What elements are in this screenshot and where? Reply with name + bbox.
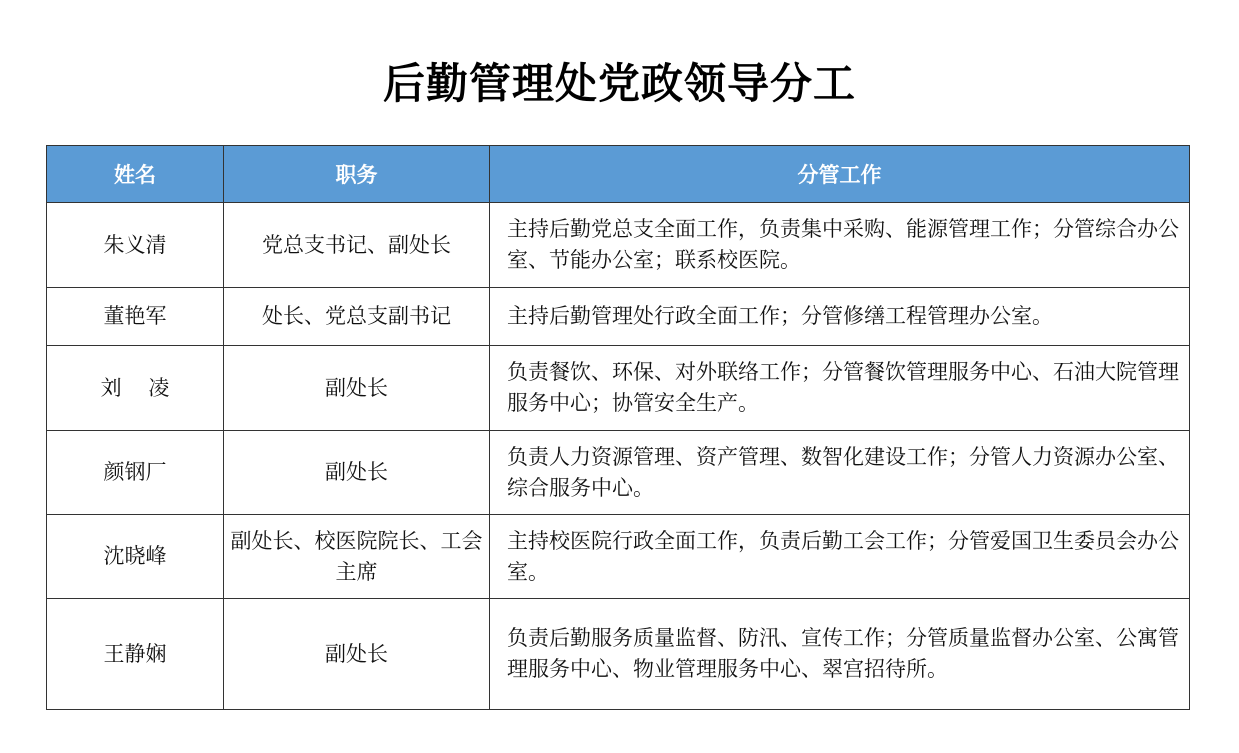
cell-name <box>47 346 224 431</box>
header-name: 姓名 <box>47 146 224 203</box>
cell-name <box>47 515 224 599</box>
table-row <box>47 599 1190 710</box>
cell-position: 副处长、校医院院长、工会主席 <box>224 515 490 599</box>
cell-position: 副处长 <box>224 599 490 710</box>
cell-duties: 负责餐饮、环保、对外联络工作；分管餐饮管理服务中心、石油大院管理服务中心；协管安全生产。 <box>490 346 1190 431</box>
table-row <box>47 431 1190 515</box>
cell-duties: 主持后勤党总支全面工作，负责集中采购、能源管理工作；分管综合办公室、节能办公室；联系校医院。 <box>490 203 1190 288</box>
name-text: 刘 凌 <box>100 375 170 400</box>
table-header-row <box>47 146 1190 203</box>
cell-position: 副处长 <box>224 346 490 431</box>
cell-position: 党总支书记、副处长 <box>224 203 490 288</box>
name-text: 颜钢厂 <box>103 460 167 484</box>
table-row <box>47 515 1190 599</box>
name-text: 沈晓峰 <box>103 544 167 568</box>
name-text: 董艳军 <box>103 304 167 328</box>
header-position: 职务 <box>224 146 490 203</box>
cell-name <box>47 599 224 710</box>
table-row <box>47 288 1190 346</box>
cell-name <box>47 431 224 515</box>
cell-duties: 负责后勤服务质量监督、防汛、宣传工作；分管质量监督办公室、公寓管理服务中心、物业管理服务中心、翠宫招待所。 <box>490 599 1190 710</box>
name-text: 朱义清 <box>103 232 167 257</box>
cell-duties: 负责人力资源管理、资产管理、数智化建设工作；分管人力资源办公室、综合服务中心。 <box>490 431 1190 515</box>
cell-duties: 主持后勤管理处行政全面工作；分管修缮工程管理办公室。 <box>490 288 1190 346</box>
page-title: 后勤管理处党政领导分工 <box>382 59 856 108</box>
leadership-duty-table <box>46 145 1190 710</box>
table-row <box>47 346 1190 431</box>
cell-position: 副处长 <box>224 431 490 515</box>
header-duties: 分管工作 <box>490 146 1190 203</box>
cell-name <box>47 203 224 288</box>
cell-name <box>47 288 224 346</box>
name-text: 王静娴 <box>103 641 167 666</box>
cell-position: 处长、党总支副书记 <box>224 288 490 346</box>
cell-duties: 主持校医院行政全面工作，负责后勤工会工作；分管爱国卫生委员会办公室。 <box>490 515 1190 599</box>
table-row <box>47 203 1190 288</box>
